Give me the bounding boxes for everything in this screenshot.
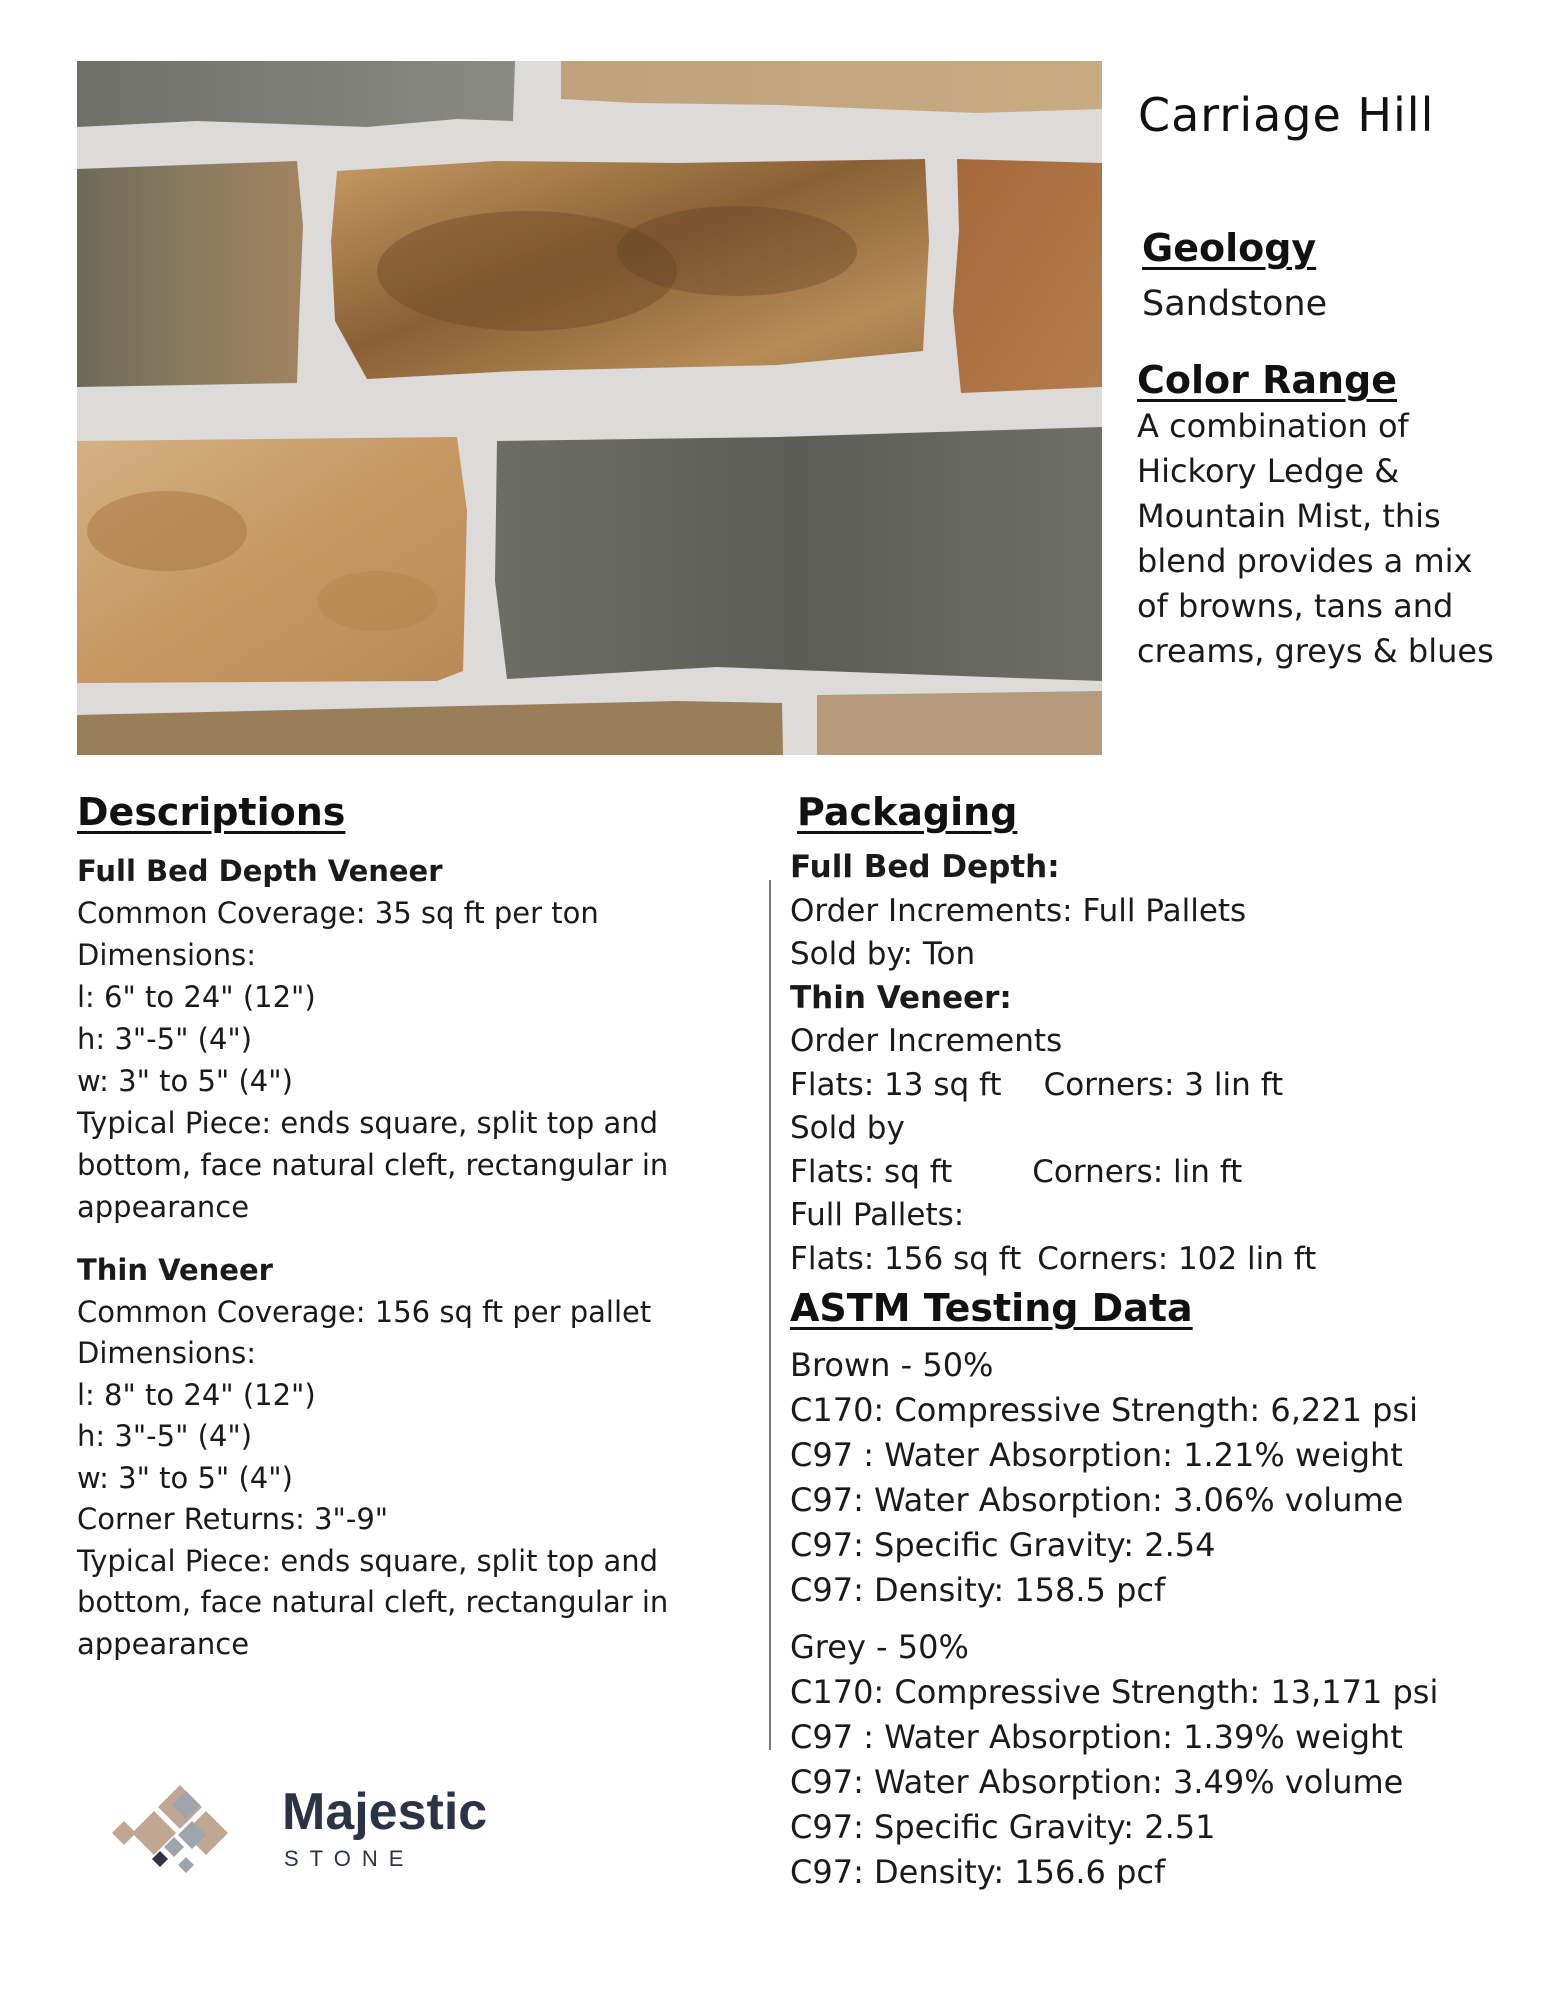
packaging-thin-title: Thin Veneer:: [790, 979, 1012, 1016]
product-title: Carriage Hill: [1138, 88, 1435, 142]
astm-grey-line: C170: Compressive Strength: 13,171 psi: [790, 1673, 1439, 1711]
astm-brown-line: C97 : Water Absorption: 1.21% weight: [790, 1436, 1403, 1474]
full-bed-title: Full Bed Depth Veneer: [77, 854, 443, 888]
logo-sub: STONE: [284, 1846, 415, 1871]
color-range-line: of browns, tans and: [1137, 587, 1454, 625]
full-bed-line: Dimensions:: [77, 938, 257, 972]
full-bed-line: w: 3" to 5" (4"): [77, 1064, 293, 1098]
astm-heading: ASTM Testing Data: [790, 1286, 1193, 1330]
packaging-line: Sold by: [790, 1110, 905, 1146]
full-bed-line: appearance: [77, 1190, 250, 1224]
astm-brown-line: C97: Density: 158.5 pcf: [790, 1571, 1166, 1609]
thin-veneer-line: l: 8" to 24" (12"): [77, 1377, 316, 1412]
packaging-row: [790, 1151, 1316, 1195]
descriptions-heading: Descriptions: [77, 790, 346, 834]
packaging-line: Order Increments: Full Pallets: [790, 892, 1247, 929]
packaging-line: Full Pallets:: [790, 1197, 965, 1233]
astm-brown-title: Brown - 50%: [790, 1346, 994, 1384]
corners-sold-by: Corners: lin ft: [1032, 1153, 1243, 1190]
packaging-full-bed-title: Full Bed Depth:: [790, 849, 1060, 885]
packaging-line: Sold by: Ton: [790, 936, 976, 972]
color-range-text: [1137, 404, 1494, 674]
thin-veneer-line: Corner Returns: 3"-9": [77, 1502, 389, 1536]
packaging-line: Order Increments: [790, 1023, 1063, 1059]
corners-increment: Corners: 3 lin ft: [1043, 1066, 1284, 1103]
full-bed-line: h: 3"-5" (4"): [77, 1022, 253, 1056]
color-range-line: Hickory Ledge &: [1137, 452, 1400, 490]
thin-veneer-line: Common Coverage: 156 sq ft per pallet: [77, 1294, 652, 1329]
corners-pallet: Corners: 102 lin ft: [1037, 1240, 1317, 1277]
astm-brown-line: C97: Specific Gravity: 2.54: [790, 1526, 1216, 1564]
packaging-row: [790, 1064, 1316, 1108]
astm-grey-line: C97: Water Absorption: 3.49% volume: [790, 1763, 1404, 1801]
color-range-line: blend provides a mix: [1137, 542, 1473, 580]
full-bed-description: [77, 850, 668, 1228]
full-bed-line: Common Coverage: 35 sq ft per ton: [77, 896, 599, 930]
color-range-line: creams, greys & blues: [1137, 632, 1494, 670]
astm-brown-line: C97: Water Absorption: 3.06% volume: [790, 1481, 1404, 1519]
packaging-heading: Packaging: [797, 790, 1018, 834]
astm-grey-line: C97 : Water Absorption: 1.39% weight: [790, 1718, 1403, 1756]
astm-grey-line: C97: Specific Gravity: 2.51: [790, 1808, 1216, 1846]
geology-heading: Geology: [1142, 226, 1317, 270]
full-bed-line: bottom, face natural cleft, rectangular in: [77, 1148, 669, 1182]
astm-brown-line: C170: Compressive Strength: 6,221 psi: [790, 1391, 1418, 1429]
thin-veneer-line: w: 3" to 5" (4"): [77, 1460, 293, 1495]
color-range-line: A combination of: [1137, 407, 1409, 445]
geology-value: Sandstone: [1142, 284, 1328, 324]
color-range-line: Mountain Mist, this: [1137, 497, 1441, 535]
thin-veneer-line: bottom, face natural cleft, rectangular in: [77, 1585, 669, 1619]
astm-grey-line: C97: Density: 156.6 pcf: [790, 1853, 1166, 1891]
packaging-details: [790, 846, 1316, 1281]
thin-veneer-line: appearance: [77, 1626, 250, 1661]
thin-veneer-title: Thin Veneer: [77, 1253, 273, 1287]
stone-photo: [77, 61, 1102, 755]
astm-brown: [790, 1343, 1418, 1613]
astm-grey: [790, 1625, 1438, 1895]
flats-increment: Flats: 13 sq ft: [790, 1066, 1002, 1103]
full-bed-line: l: 6" to 24" (12"): [77, 980, 316, 1014]
logo-name: Majestic: [282, 1783, 488, 1841]
color-range-heading: Color Range: [1137, 358, 1398, 402]
logo-mark: [112, 1785, 252, 1885]
thin-veneer-line: Typical Piece: ends square, split top and: [77, 1543, 659, 1578]
packaging-row: [790, 1238, 1316, 1282]
flats-pallet: Flats: 156 sq ft: [790, 1240, 1022, 1277]
full-bed-line: Typical Piece: ends square, split top and: [77, 1106, 659, 1140]
column-divider: [769, 880, 771, 1750]
thin-veneer-description: [77, 1250, 668, 1665]
astm-grey-title: Grey - 50%: [790, 1628, 969, 1666]
thin-veneer-line: h: 3"-5" (4"): [77, 1419, 253, 1453]
flats-sold-by: Flats: sq ft: [790, 1153, 953, 1190]
thin-veneer-line: Dimensions:: [77, 1336, 257, 1370]
